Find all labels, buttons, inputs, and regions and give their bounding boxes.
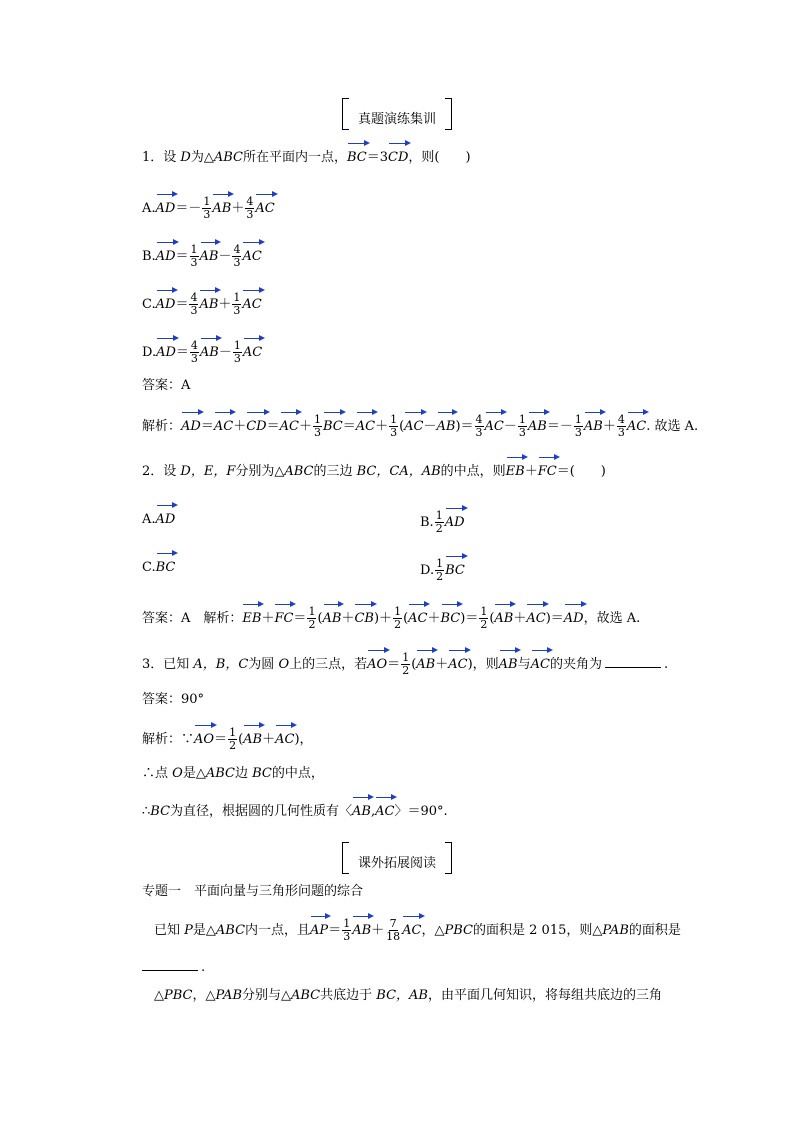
question-2-option-b: B. $\frac{1}{2}$ AD bbox=[420, 509, 465, 535]
question-1-answer: 答案：A bbox=[142, 378, 191, 393]
question-1-stem: 1．设 D为△ABC所在平面内一点，BC＝3CD，则( ) bbox=[142, 148, 471, 168]
topic-paragraph-1: 已知 P是△ABC内一点，且AP＝ $\frac{1}{3}$ AB＋ $\frac{7}{18}$ AC，△PBC的面积是 2 015，则△PAB的面积是 bbox=[154, 917, 681, 943]
question-1-option-b: B.AD＝ $\frac{1}{3}$ AB－ $\frac{4}{3}$ AC bbox=[142, 243, 262, 269]
question-1-option-a: A.AD＝－ $\frac{1}{3}$ AB＋ $\frac{4}{3}$ AC bbox=[142, 195, 275, 221]
question-2-answer-analysis: 答案：A 解析：EB＋FC＝ $\frac{1}{2}$ (AB＋CB)＋ $\frac{1}{2}$ (AC＋BC)＝ $\frac{1}{2}$ (AB＋AC)＝AD，故选 A. bbox=[142, 605, 641, 631]
question-3-analysis-1: 解析：∵AO＝ $\frac{1}{2}$ (AB＋AC)， bbox=[142, 726, 313, 752]
section-title-practice: 真题演练集训 bbox=[342, 104, 452, 131]
question-1-option-c: C.AD＝ $\frac{4}{3}$ AB＋ $\frac{1}{3}$ AC bbox=[142, 291, 262, 317]
question-3-answer: 答案：90° bbox=[142, 692, 205, 707]
question-2-option-c: C.BC bbox=[142, 558, 175, 578]
question-3-analysis-2: ∴点 O是△ABC边 BC的中点， bbox=[142, 766, 324, 781]
topic-answer-blank[interactable] bbox=[142, 958, 198, 971]
question-1-option-d: D.AD＝ $\frac{4}{3}$ AB－ $\frac{1}{3}$ AC bbox=[142, 339, 263, 365]
question-2-option-a: A.AD bbox=[142, 510, 175, 530]
question-3-stem: 3．已知 A，B，C为圆 O上的三点，若AO＝ $\frac{1}{2}$ (AB＋AC)，则AB与AC的夹角为 . bbox=[142, 651, 669, 677]
question-2-stem: 2．设 D，E，F分别为△ABC的三边 BC，CA，AB的中点，则EB＋FC＝( ) bbox=[142, 462, 606, 482]
question-1-analysis: 解析：AD＝AC＋CD＝AC＋ $\frac{1}{3}$ BC＝AC＋ $\frac{1}{3}$ (AC－AB)＝ $\frac{4}{3}$ AC－ $\frac{1}{3}$ AB＝－ $\frac{1}{3}$ AB＋ $\frac{4}{3}$ AC. 故选 A. bbox=[142, 413, 699, 439]
topic-paragraph-2: △PBC，△PAB分别与△ABC共底边于 BC，AB，由平面几何知识，将每组共底边的三角 bbox=[154, 988, 662, 1003]
question-2-option-d: D. $\frac{1}{2}$ BC bbox=[420, 557, 465, 583]
question-3-analysis-3: ∴BC为直径，根据圆的几何性质有〈AB,AC〉＝90°. bbox=[142, 802, 448, 822]
section-title-reading: 课外拓展阅读 bbox=[342, 848, 452, 875]
topic-paragraph-1-blank: . bbox=[142, 958, 205, 978]
section-header-reading bbox=[0, 848, 794, 875]
answer-blank[interactable] bbox=[605, 655, 661, 668]
section-header-practice bbox=[0, 104, 794, 131]
topic-title: 专题一 平面向量与三角形问题的综合 bbox=[142, 884, 364, 899]
